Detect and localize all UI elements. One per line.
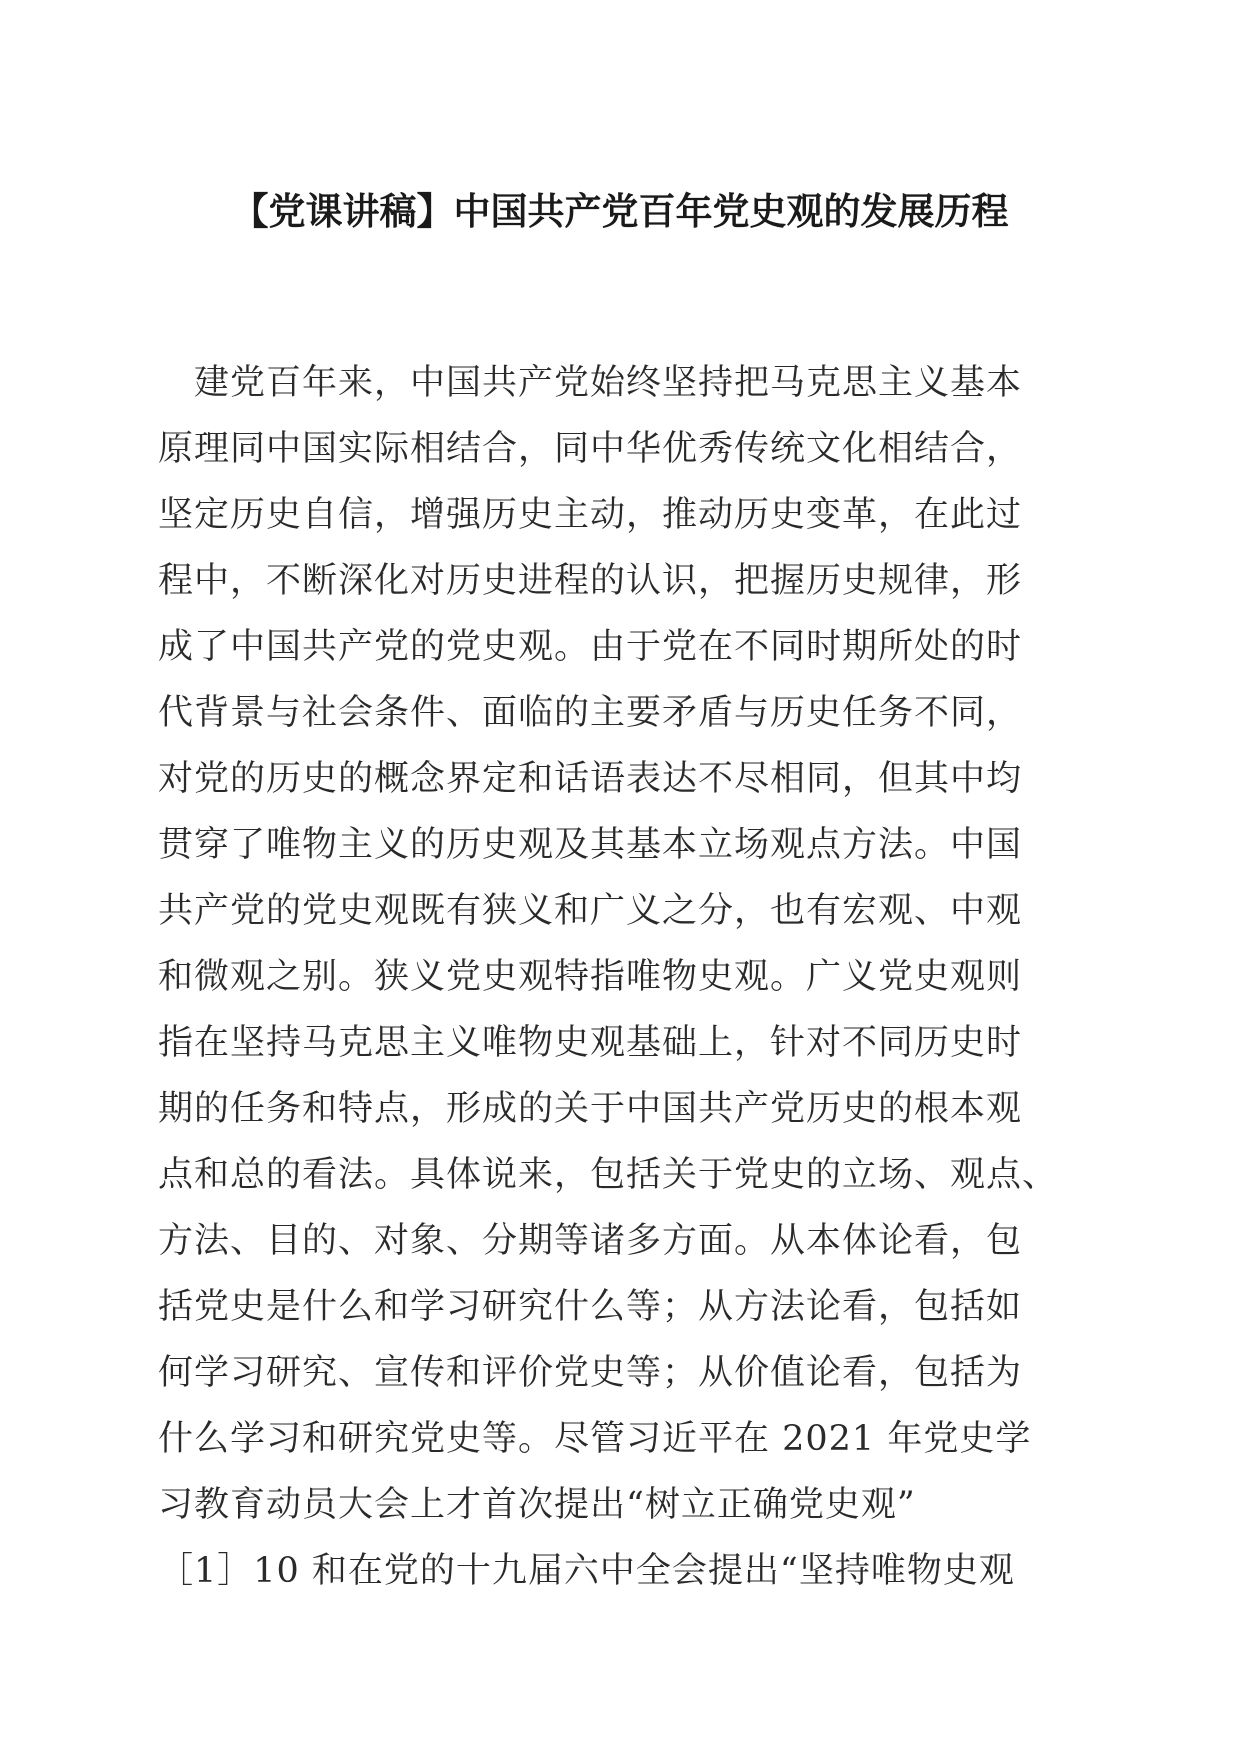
paragraph-line: 何学习研究、宣传和评价党史等；从价值论看，包括为 [158,1353,1023,1393]
paragraph-line: 共产党的党史观既有狭义和广义之分，也有宏观、中观 [158,891,1023,931]
document-paragraph [158,350,1098,1604]
paragraph-line: 方法、目的、对象、分期等诸多方面。从本体论看，包 [158,1221,1023,1261]
paragraph-line: ［1］10 和在党的十九届六中全会提出“坚持唯物史观 [158,1551,1015,1591]
paragraph-line: 建党百年来，中国共产党始终坚持把马克思主义基本 [158,363,1023,403]
paragraph-line: 和微观之别。狭义党史观特指唯物史观。广义党史观则 [158,957,1023,997]
paragraph-line: 习教育动员大会上才首次提出“树立正确党史观” [158,1485,916,1525]
paragraph-line: 原理同中国实际相结合，同中华优秀传统文化相结合， [158,429,1023,469]
paragraph-line: 括党史是什么和学习研究什么等；从方法论看，包括如 [158,1287,1023,1327]
paragraph-line: 点和总的看法。具体说来，包括关于党史的立场、观点、 [158,1155,1059,1195]
paragraph-line: 成了中国共产党的党史观。由于党在不同时期所处的时 [158,627,1023,667]
paragraph-line: 贯穿了唯物主义的历史观及其基本立场观点方法。中国 [158,825,1023,865]
paragraph-line: 坚定历史自信，增强历史主动，推动历史变革，在此过 [158,495,1023,535]
paragraph-line: 对党的历史的概念界定和话语表达不尽相同，但其中均 [158,759,1023,799]
paragraph-line: 期的任务和特点，形成的关于中国共产党历史的根本观 [158,1089,1023,1129]
paragraph-line: 指在坚持马克思主义唯物史观基础上，针对不同历史时 [158,1023,1023,1063]
document-title: 【党课讲稿】中国共产党百年党史观的发展历程 [231,190,1009,233]
paragraph-line: 什么学习和研究党史等。尽管习近平在 2021 年党史学 [158,1419,1032,1459]
paragraph-line: 程中，不断深化对历史进程的认识，把握历史规律，形 [158,561,1023,601]
paragraph-line: 代背景与社会条件、面临的主要矛盾与历史任务不同， [158,693,1023,733]
